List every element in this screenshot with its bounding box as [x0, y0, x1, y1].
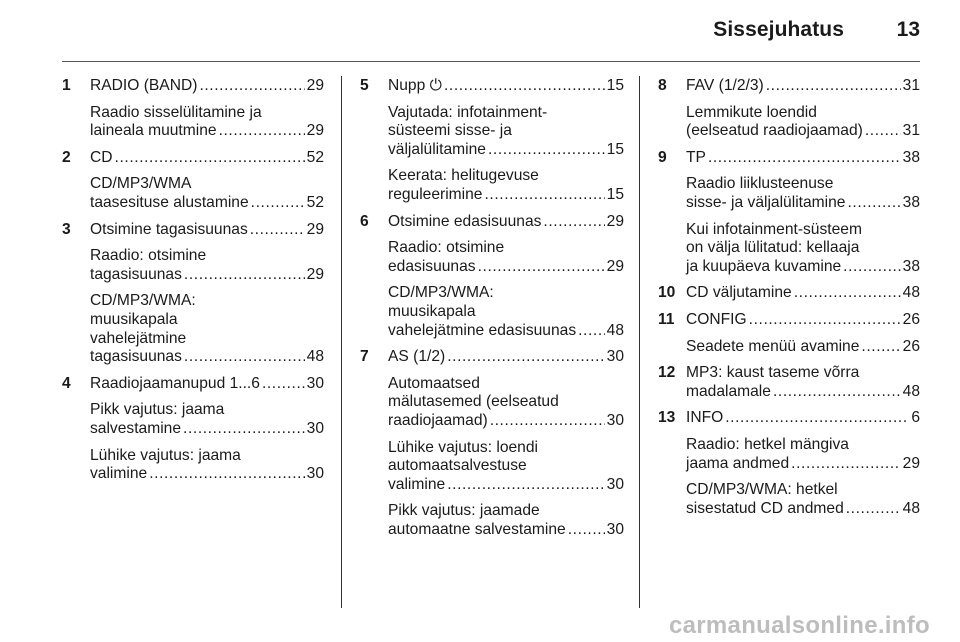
toc-entry-text: ja kuupäeva kuvamine [686, 257, 842, 275]
dot-leader [568, 521, 605, 540]
dot-leader [708, 149, 901, 168]
dot-leader [488, 141, 605, 160]
dot-leader [219, 122, 305, 141]
header-rule [62, 61, 920, 62]
toc-entry [686, 481, 920, 518]
toc-entry [388, 502, 624, 539]
toc-entry [686, 364, 920, 401]
toc-entry-line: Automaatsed [388, 374, 480, 392]
toc-entry-text: tagasisuunas [90, 265, 182, 283]
toc-entry-text: tagasisuunas [90, 348, 182, 366]
toc-entry [686, 77, 920, 96]
toc-page-ref: 30 [306, 465, 324, 483]
watermark: carmanualsonline.info [668, 612, 930, 639]
toc-entry-last-line [686, 149, 920, 168]
toc-item-number: 11 [658, 310, 675, 328]
toc-entry [388, 167, 624, 204]
toc-entry-line: Raadio: otsimine [90, 247, 207, 265]
toc-entry-line: CD/MP3/WMA: [388, 284, 494, 302]
page-title: Sissejuhatus [713, 18, 844, 41]
toc-page-ref: 48 [902, 382, 920, 400]
toc-entry [388, 375, 624, 431]
toc-entry-text: sisestatud CD andmed [686, 499, 844, 517]
toc-entry-line: mälutasemed (eelseatud [388, 393, 559, 411]
toc-entry-line: CD/MP3/WMA [90, 175, 192, 193]
dot-leader [749, 311, 901, 330]
toc-entry-line: Lemmikute loendid [686, 103, 817, 121]
dot-leader [794, 284, 901, 303]
toc-entry-last-line [686, 77, 920, 96]
toc-page-ref: 29 [606, 257, 624, 275]
toc-entry-line: Pikk vajutus: jaama [90, 401, 225, 419]
toc-entry [90, 175, 324, 212]
toc-entry-text: TP [686, 148, 706, 166]
dot-leader [447, 348, 604, 367]
toc-item-number: 4 [62, 374, 71, 392]
toc-page-ref: 15 [606, 140, 624, 158]
toc-item-number: 7 [360, 348, 369, 366]
toc-item [62, 375, 324, 484]
dot-leader [184, 348, 305, 367]
toc-page-ref: 52 [306, 148, 324, 166]
toc-page-ref: 31 [902, 122, 920, 140]
toc-entry-text: väljalülitamine [388, 140, 486, 158]
toc-entry-last-line [388, 476, 624, 495]
toc-entry-line: automaatsalvestuse [388, 457, 527, 475]
dot-leader [847, 194, 900, 213]
toc-entry-text: jaama andmed [686, 454, 790, 472]
toc-entry-last-line [388, 322, 624, 341]
toc-entry-line: Vajutada: infotainment- [388, 103, 548, 121]
toc-item-number: 3 [62, 220, 71, 238]
toc-entry-text: reguleerimine [388, 185, 483, 203]
toc-entry [388, 284, 624, 340]
dot-leader [199, 77, 304, 96]
toc-entry [90, 401, 324, 438]
toc-item [360, 213, 624, 341]
toc-column-3 [658, 77, 920, 526]
toc-entry-text: madalamale [686, 382, 771, 400]
toc-item [62, 149, 324, 213]
toc-page-ref: 26 [902, 310, 920, 328]
toc-entry-text: Otsimine edasisuunas [388, 212, 542, 230]
toc-entry [686, 436, 920, 473]
dot-leader [444, 77, 605, 96]
toc-page-ref: 48 [902, 499, 920, 517]
dot-leader [183, 420, 305, 439]
toc-item [658, 311, 920, 356]
toc-entry-line: Raadio liiklusteenuse [686, 175, 834, 193]
toc-item-number: 10 [658, 284, 676, 302]
dot-leader [251, 194, 305, 213]
toc-item-number: 6 [360, 212, 369, 230]
toc-entry-last-line [388, 521, 624, 540]
toc-entry [90, 221, 324, 240]
toc-entry-line: CD/MP3/WMA: hetkel [686, 481, 838, 499]
toc-entry-text: salvestamine [90, 419, 182, 437]
dot-leader [543, 213, 604, 232]
toc-entry [90, 375, 324, 394]
toc-entry-text: INFO [686, 409, 724, 427]
toc-entry-text: Otsimine tagasisuunas [90, 220, 248, 238]
toc-page-ref: 29 [306, 265, 324, 283]
toc-entry [90, 247, 324, 284]
page-header [0, 18, 960, 48]
toc-item [62, 77, 324, 141]
toc-entry-line: Raadio: otsimine [388, 239, 505, 257]
toc-entry-line: Raadio sisselülitamine ja [90, 103, 262, 121]
toc-page-ref: 30 [606, 520, 624, 538]
toc-page-ref: 38 [902, 257, 920, 275]
toc-entry-line: Raadio: hetkel mängiva [686, 435, 849, 453]
toc-page-ref: 52 [306, 193, 324, 211]
dot-leader [773, 383, 901, 402]
dot-leader [484, 186, 604, 205]
toc-page-ref: 48 [606, 321, 624, 339]
toc-entry-last-line [388, 348, 624, 367]
toc-entry [90, 149, 324, 168]
toc-entry-last-line [90, 149, 324, 168]
toc-page-ref: 29 [306, 220, 324, 238]
toc-entry-text: vahelejätmine edasisuunas [388, 321, 577, 339]
toc-entry-text: laineala muutmine [90, 122, 217, 140]
dot-leader [843, 258, 900, 277]
toc-entry [686, 149, 920, 168]
toc-entry-text: CD väljutamine [686, 284, 792, 302]
toc-entry-last-line [686, 122, 920, 141]
toc-column-2 [360, 77, 624, 547]
toc-entry [686, 338, 920, 357]
toc-entry-last-line [686, 383, 920, 402]
toc-page-ref: 31 [902, 77, 920, 94]
toc-entry [90, 104, 324, 141]
toc-page-ref: 26 [902, 337, 920, 355]
toc-item [658, 409, 920, 518]
toc-entry-line: CD/MP3/WMA: [90, 292, 196, 310]
toc-entry-last-line [90, 375, 324, 394]
toc-column-1 [62, 77, 324, 492]
toc-entry-last-line [686, 284, 920, 303]
toc-entry-last-line [90, 122, 324, 141]
toc-page-ref: 15 [606, 185, 624, 203]
toc-page-ref: 29 [606, 212, 624, 230]
toc-entry-text: AS (1/2) [388, 348, 446, 366]
dot-leader [725, 409, 909, 428]
toc-entry-line: Keerata: helitugevuse [388, 167, 539, 185]
dot-leader [766, 77, 901, 96]
toc-entry-text: Raadiojaamanupud 1...6 [90, 374, 260, 392]
toc-entry-last-line [90, 221, 324, 240]
toc-item-number: 13 [658, 409, 676, 427]
dot-leader [791, 455, 900, 474]
toc-entry-text: sisse- ja väljalülitamine [686, 193, 846, 211]
toc-entry-line: vahelejätmine [90, 329, 187, 347]
toc-entry [388, 439, 624, 495]
toc-entry-last-line [90, 348, 324, 367]
toc-entry [388, 213, 624, 232]
toc-entry [90, 77, 324, 96]
dot-leader [262, 375, 305, 394]
toc-entry-text: raadiojaamad) [388, 411, 488, 429]
dot-leader [578, 322, 605, 341]
dot-leader [250, 221, 305, 240]
toc-entry [388, 348, 624, 367]
toc-entry-line: süsteemi sisse- ja [388, 122, 512, 140]
toc-item-number: 2 [62, 148, 71, 166]
toc-entry-last-line [686, 194, 920, 213]
toc-entry-last-line [686, 311, 920, 330]
toc-entry-line: Lühike vajutus: jaama [90, 446, 241, 464]
toc-item-number: 1 [62, 77, 71, 94]
toc-entry-line: Kui infotainment-süsteem [686, 220, 862, 238]
toc-page-ref: 48 [306, 348, 324, 366]
toc-entry-text: CD [90, 148, 113, 166]
toc-entry-last-line [686, 338, 920, 357]
toc-entry-last-line [90, 465, 324, 484]
dot-leader [846, 500, 901, 519]
toc-item [658, 284, 920, 303]
page-number: 13 [896, 18, 920, 41]
column-divider-1 [341, 76, 342, 608]
toc-entry-text: CONFIG [686, 310, 747, 328]
toc-page-ref: 6 [911, 409, 920, 427]
toc-entry [90, 447, 324, 484]
dot-leader [865, 122, 901, 141]
toc-entry-last-line [90, 77, 324, 96]
toc-item [658, 77, 920, 141]
toc-entry [90, 292, 324, 366]
toc-entry [686, 104, 920, 141]
dot-leader [861, 338, 900, 357]
toc-entry-line: muusikapala [90, 310, 178, 328]
toc-page-ref: 29 [306, 122, 324, 140]
dot-leader [478, 258, 605, 277]
toc-entry-last-line [388, 141, 624, 160]
column-divider-2 [639, 76, 640, 608]
toc-item [360, 348, 624, 539]
toc-entry-last-line [686, 258, 920, 277]
toc-entry [388, 239, 624, 276]
dot-leader [149, 465, 304, 484]
toc-entry-line: Pikk vajutus: jaamade [388, 502, 540, 520]
dot-leader [184, 266, 305, 285]
toc-item [658, 149, 920, 277]
dot-leader [447, 476, 604, 495]
toc-entry-last-line [90, 420, 324, 439]
toc-item-number: 9 [658, 148, 667, 166]
toc-entry-text: RADIO (BAND) [90, 77, 198, 94]
toc-entry-text: valimine [388, 475, 446, 493]
toc-entry-last-line [388, 186, 624, 205]
toc-item [62, 221, 324, 367]
toc-entry [686, 221, 920, 277]
toc-page-ref: 30 [306, 374, 324, 392]
toc-page-ref: 15 [606, 77, 624, 94]
toc-entry-text: valimine [90, 465, 148, 483]
toc-entry [686, 284, 920, 303]
toc-page-ref: 29 [902, 454, 920, 472]
toc-entry-text: (eelseatud raadiojaamad) [686, 122, 863, 140]
toc-entry [686, 311, 920, 330]
toc-entry-last-line [388, 412, 624, 431]
toc-item [658, 364, 920, 401]
toc-item-number: 8 [658, 77, 667, 94]
toc-page-ref: 30 [306, 419, 324, 437]
toc-entry-last-line [686, 455, 920, 474]
toc-entry-last-line [388, 258, 624, 277]
toc-entry-text: taasesituse alustamine [90, 193, 249, 211]
toc-page-ref: 30 [606, 348, 624, 366]
toc-entry-last-line [90, 194, 324, 213]
toc-entry-line: Lühike vajutus: loendi [388, 438, 538, 456]
toc-entry-text: automaatne salvestamine [388, 520, 566, 538]
toc-item-number: 12 [658, 364, 676, 382]
toc-entry [388, 77, 624, 96]
toc-entry-last-line [686, 409, 920, 428]
toc-entry [686, 175, 920, 212]
toc-page-ref: 38 [902, 148, 920, 166]
toc-entry-last-line [686, 500, 920, 519]
toc-item-number: 5 [360, 77, 369, 94]
toc-page-ref: 29 [306, 77, 324, 94]
toc-page-ref: 38 [902, 193, 920, 211]
toc-entry [686, 409, 920, 428]
toc-entry-line: on välja lülitatud: kellaaja [686, 239, 860, 257]
toc-entry-text: Nupp ⏻ [388, 77, 442, 94]
toc-entry-text: FAV (1/2/3) [686, 77, 764, 94]
toc-entry-line: MP3: kaust taseme võrra [686, 364, 860, 382]
toc-entry-line: muusikapala [388, 302, 476, 320]
toc-page-ref: 30 [606, 411, 624, 429]
toc-entry-text: edasisuunas [388, 257, 476, 275]
toc-entry-last-line [388, 77, 624, 96]
dot-leader [115, 149, 305, 168]
toc-entry-text: Seadete menüü avamine [686, 337, 860, 355]
toc-entry-last-line [90, 266, 324, 285]
toc-entry [388, 104, 624, 160]
toc-item [360, 77, 624, 205]
toc-entry-last-line [388, 213, 624, 232]
dot-leader [490, 412, 605, 431]
toc-page-ref: 48 [902, 284, 920, 302]
toc-page-ref: 30 [606, 475, 624, 493]
